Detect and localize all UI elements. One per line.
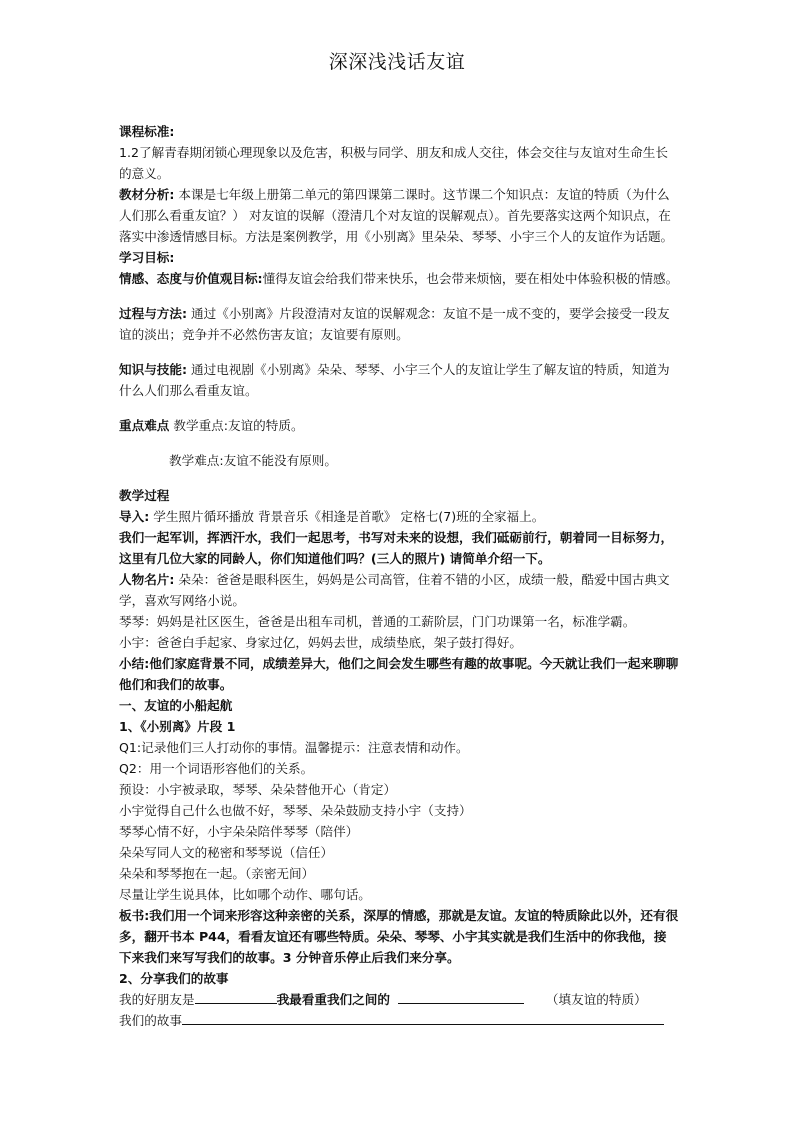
intro-text: 学生照片循环播放 背景音乐《相逢是首歌》 定格七(7)班的全家福上。 — [149, 509, 545, 524]
knowledge-text: 通过电视剧《小别离》朵朵、琴琴、小宇三个人的友谊让学生了解友谊的特质，知道为什么人们那么看重友谊。 — [119, 362, 670, 398]
summary-label: 小结: — [119, 656, 150, 671]
fill-line-2 — [119, 1010, 679, 1031]
duoduo-text: 朵朵：爸爸是眼科医生，妈妈是公司高管，住着不错的小区，成绩一般，酷爱中国古典文学，喜欢写网络小说。 — [119, 572, 670, 608]
preset-line-3: 琴琴心情不好，小宇朵朵陪伴琴琴（陪伴） — [119, 824, 359, 839]
summary-paragraph — [119, 653, 679, 695]
emotion-goal — [119, 268, 679, 289]
question-2: Q2：用一个词语形容他们的关系。 — [119, 761, 314, 776]
emotion-label: 情感、态度与价值观目标: — [119, 271, 263, 286]
board-paragraph — [119, 905, 679, 968]
intro-label: 导入: — [119, 509, 150, 524]
fill-1-middle: 我最看重我们之间的 — [276, 992, 390, 1007]
fill-line-1 — [119, 989, 679, 1010]
knowledge-goal — [119, 359, 679, 401]
summary-text: 他们家庭背景不同，成绩差异大，他们之间会发生哪些有趣的故事呢。今天就让我们一起来聊聊他们和我们的故事。 — [119, 656, 679, 692]
difficulty-point: 教学难点:友谊不能没有原则。 — [169, 453, 337, 468]
emotion-text: 懂得友谊会给我们带来快乐，也会带来烦恼，要在相处中体验积极的情感。 — [262, 271, 679, 286]
analysis-paragraph — [119, 184, 679, 247]
character-card-qinqin: 琴琴：妈妈是社区医生，爸爸是出租车司机，普通的工薪阶层，门门功课第一名，标准学霸。 — [119, 614, 636, 629]
fill-1-hint: （填友谊的特质） — [545, 992, 647, 1007]
process-heading: 教学过程 — [119, 488, 170, 503]
board-label: 板书: — [119, 908, 150, 923]
clip-1-heading: 1、《小别离》片段 1 — [119, 719, 236, 734]
process-goal — [119, 303, 679, 345]
intro-bold-paragraph: 我们一起军训，挥洒汗水，我们一起思考，书写对未来的设想，我们砥砺前行，朝着同一目标努力，这里有几位大家的同龄人，你们知道他们吗？(三人的照片) 请简单介绍一下。 — [119, 530, 674, 566]
friend-name-blank[interactable] — [195, 989, 277, 1004]
curriculum-text: 1.2了解青春期闭锁心理现象以及危害，积极与同学、朋友和成人交往，体会交往与友谊对生命生长的意义。 — [119, 145, 668, 181]
goals-heading: 学习目标: — [119, 250, 175, 265]
knowledge-label: 知识与技能: — [119, 362, 188, 377]
intro-paragraph — [119, 506, 679, 527]
preset-line-1: 预设：小宇被录取，琴琴、朵朵替他开心（肯定） — [119, 782, 397, 797]
fill-2-prefix: 我们的故事 — [119, 1013, 182, 1028]
document-body — [119, 121, 679, 1031]
board-text: 我们用一个词来形容这种亲密的关系，深厚的情感，那就是友谊。友谊的特质除此以外，还有很多，翻开书本 P44，看看友谊还有哪些特质。朵朵、琴琴、小宇其实就是我们生活中的你我他，接下来我们来写写我们的故事。3 分钟音乐停止后我们来分享。 — [119, 908, 679, 965]
preset-line-2: 小宇觉得自己什么也做不好，琴琴、朵朵鼓励支持小宇（支持） — [119, 803, 472, 818]
curriculum-heading: 课程标准: — [119, 124, 175, 139]
process-text: 通过《小别离》片段澄清对友谊的误解观念：友谊不是一成不变的，要学会接受一段友谊的淡出；竞争并不必然伤害友谊；友谊要有原则。 — [119, 306, 670, 342]
cards-label: 人物名片: — [119, 572, 175, 587]
fill-1-prefix: 我的好朋友是 — [119, 992, 195, 1007]
character-card-xiaoyu: 小宇：爸爸白手起家、身家过亿，妈妈去世，成绩垫底，架子鼓打得好。 — [119, 635, 522, 650]
key-point-text: 教学重点:友谊的特质。 — [169, 418, 304, 433]
preset-line-5: 朵朵和琴琴抱在一起。（亲密无间） — [119, 866, 315, 881]
character-card-duoduo — [119, 569, 679, 611]
preset-line-6: 尽量让学生说具体，比如哪个动作、哪句话。 — [119, 887, 371, 902]
section-1-heading: 一、友谊的小船起航 — [119, 698, 233, 713]
key-points-label: 重点难点 — [119, 418, 170, 433]
analysis-text: 本课是七年级上册第二单元的第四课第二课时。这节课二个知识点：友谊的特质（为什么人们那么看重友谊？） 对友谊的误解（澄清几个对友谊的误解观点）。首先要落实这两个知识点，在落实中渗透情感目标。方法是案例教学，用《小别离》里朵朵、琴琴、小宇三个人的友谊作为话题。 — [119, 187, 674, 244]
preset-line-4: 朵朵写同人文的秘密和琴琴说（信任） — [119, 845, 334, 860]
analysis-label: 教材分析: — [119, 187, 175, 202]
story-blank[interactable] — [182, 1010, 664, 1025]
question-1: Q1:记录他们三人打动你的事情。温馨提示：注意表情和动作。 — [119, 740, 469, 755]
document-title: 深深浅浅话友谊 — [328, 51, 466, 73]
process-label: 过程与方法: — [119, 306, 188, 321]
key-point — [119, 415, 679, 436]
trait-blank[interactable] — [398, 989, 524, 1004]
section-2-heading: 2、分享我们的故事 — [119, 971, 229, 986]
